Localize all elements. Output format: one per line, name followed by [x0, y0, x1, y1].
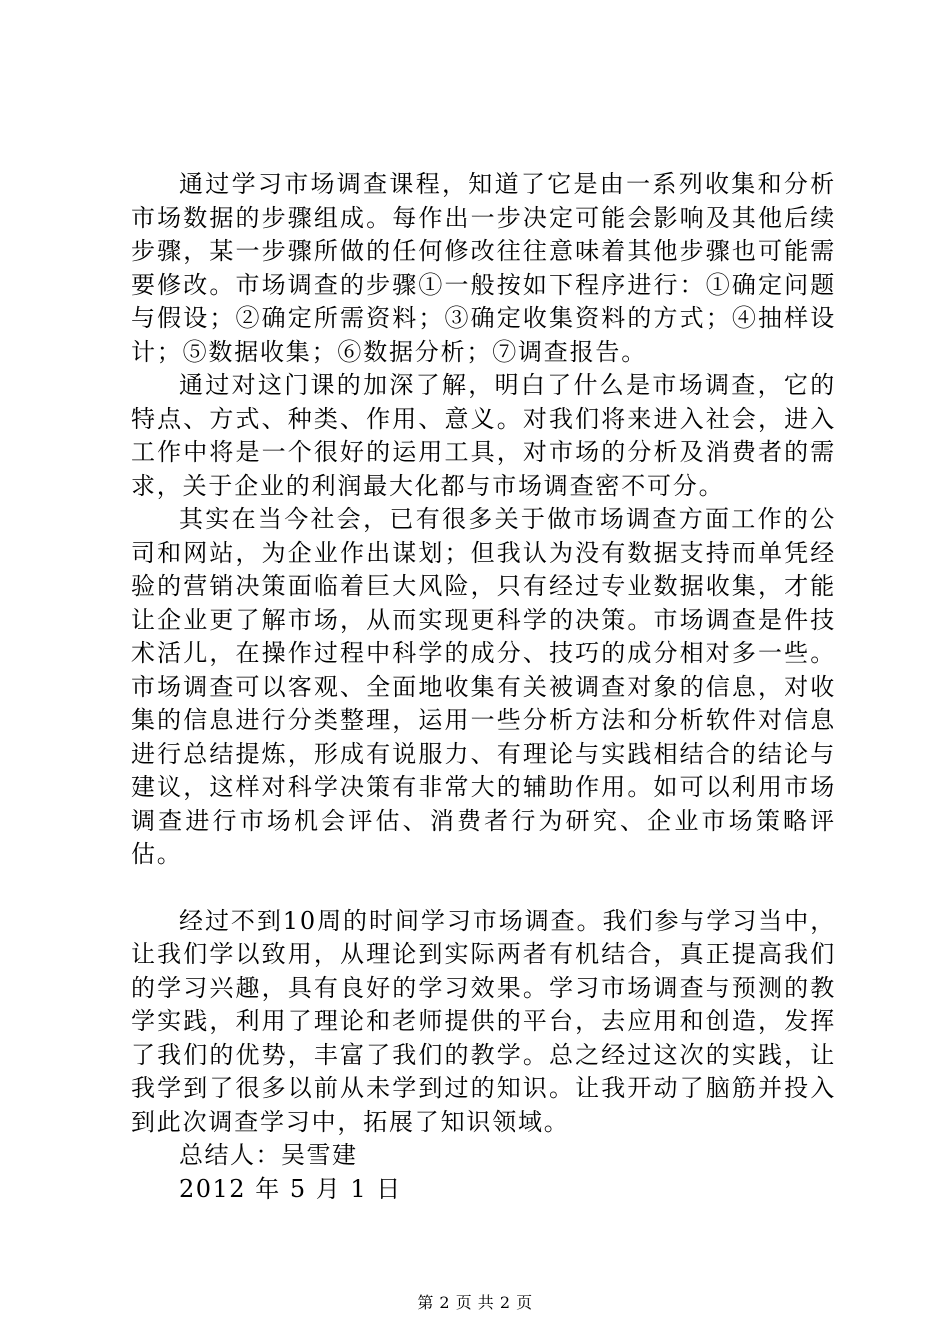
- paragraph-1: 通过学习市场调查课程，知道了它是由一系列收集和分析市场数据的步骤组成。每作出一步决定可能会影响及其他后续步骤，某一步骤所做的任何修改往往意味着其他步骤也可能需要修改。市场调查的步骤①一般按如下程序进行：①确定问题与假设；②确定所需资料；③确定收集资料的方式；④抽样设计；⑤数据收集；⑥数据分析；⑦调查报告。: [131, 170, 836, 366]
- paragraph-4: 经过不到10周的时间学习市场调查。我们参与学习当中，让我们学以致用，从理论到实际两者有机结合，真正提高我们的学习兴趣，具有良好的学习效果。学习市场调查与预测的教学实践，利用了理论和老师提供的平台，去应用和创造，发挥了我们的优势，丰富了我们的教学。总之经过这次的实践，让我学到了很多以前从未学到过的知识。让我开动了脑筋并投入到此次调查学习中，拓展了知识领域。: [131, 906, 836, 1136]
- document-body: [131, 168, 836, 1206]
- paragraph-3: 其实在当今社会，已有很多关于做市场调查方面工作的公司和网站，为企业作出谋划；但我认为没有数据支持而单凭经验的营销决策面临着巨大风险，只有经过专业数据收集，才能让企业更了解市场，从而实现更科学的决策。市场调查是件技术活儿，在操作过程中科学的成分、技巧的成分相对多一些。市场调查可以客观、全面地收集有关被调查对象的信息，对收集的信息进行分类整理，运用一些分析方法和分析软件对信息进行总结提炼，形成有说服力、有理论与实践相结合的结论与建议，这样对科学决策有非常大的辅助作用。如可以利用市场调查进行市场机会评估、消费者行为研究、企业市场策略评估。: [131, 505, 836, 868]
- paragraph-2: 通过对这门课的加深了解，明白了什么是市场调查，它的特点、方式、种类、作用、意义。对我们将来进入社会，进入工作中将是一个很好的运用工具，对市场的分析及消费者的需求，关于企业的利润最大化都与市场调查密不可分。: [131, 371, 836, 500]
- date-line: 2012 年 5 月 1 日: [179, 1174, 402, 1203]
- paragraph-spacer: [131, 872, 836, 905]
- page-footer: 第 2 页 共 2 页: [417, 1293, 533, 1312]
- signature-line: 总结人：吴雪建: [179, 1141, 358, 1169]
